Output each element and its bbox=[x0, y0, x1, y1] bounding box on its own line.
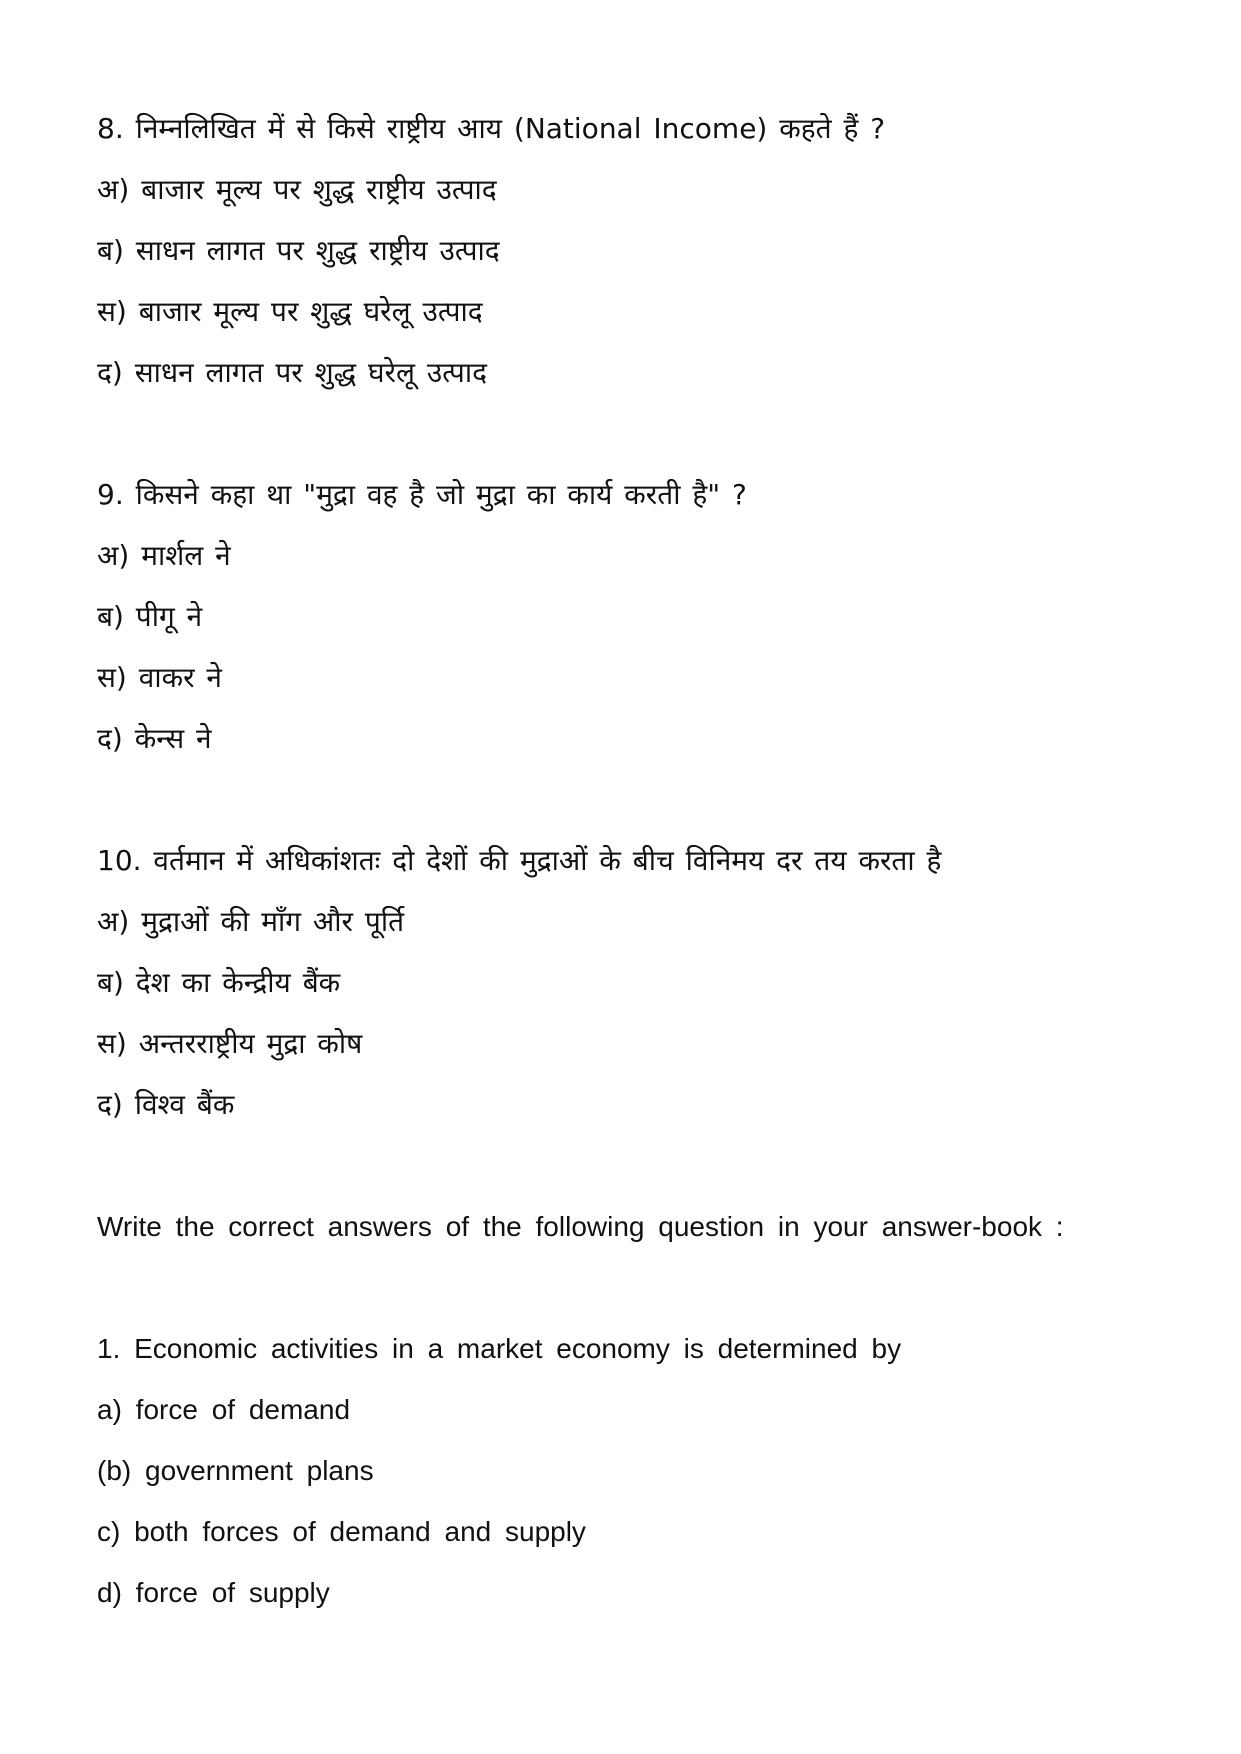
question-10-option-d: द) विश्व बैंक bbox=[97, 1088, 235, 1121]
question-9-option-d: द) केन्स ने bbox=[97, 722, 212, 755]
question-9: 9. किसने कहा था "मुद्रा वह है जो मुद्रा का कार्य करती है" ? bbox=[97, 478, 747, 511]
english-question-1-option-d: d) force of supply bbox=[97, 1577, 330, 1608]
question-8-option-a: अ) बाजार मूल्य पर शुद्ध राष्ट्रीय उत्पाद bbox=[97, 173, 497, 206]
question-9-option-c: स) वाकर ने bbox=[97, 661, 222, 694]
question-9-option-a: अ) मार्शल ने bbox=[97, 539, 231, 572]
english-question-1-option-c: c) both forces of demand and supply bbox=[97, 1516, 586, 1547]
question-10: 10. वर्तमान में अधिकांशतः दो देशों की मुद्राओं के बीच विनिमय दर तय करता है bbox=[97, 844, 942, 877]
english-question-1-option-b: (b) government plans bbox=[97, 1455, 374, 1486]
question-10-option-c: स) अन्तरराष्ट्रीय मुद्रा कोष bbox=[97, 1027, 363, 1060]
question-8-option-c: स) बाजार मूल्य पर शुद्ध घरेलू उत्पाद bbox=[97, 295, 483, 328]
english-question-1-option-a: a) force of demand bbox=[97, 1394, 351, 1425]
english-question-1: 1. Economic activities in a market economy is determined by bbox=[97, 1333, 902, 1364]
question-8: 8. निम्नलिखित में से किसे राष्ट्रीय आय (National Income) कहते हैं ? bbox=[97, 112, 886, 145]
question-10-option-b: ब) देश का केन्द्रीय बैंक bbox=[97, 966, 341, 999]
question-8-option-b: ब) साधन लागत पर शुद्ध राष्ट्रीय उत्पाद bbox=[97, 234, 500, 267]
instruction-text: Write the correct answers of the following question in your answer-book : bbox=[97, 1211, 1064, 1242]
question-8-option-d: द) साधन लागत पर शुद्ध घरेलू उत्पाद bbox=[97, 356, 487, 389]
question-9-option-b: ब) पीगू ने bbox=[97, 600, 203, 633]
question-10-option-a: अ) मुद्राओं की माँग और पूर्ति bbox=[97, 905, 405, 938]
